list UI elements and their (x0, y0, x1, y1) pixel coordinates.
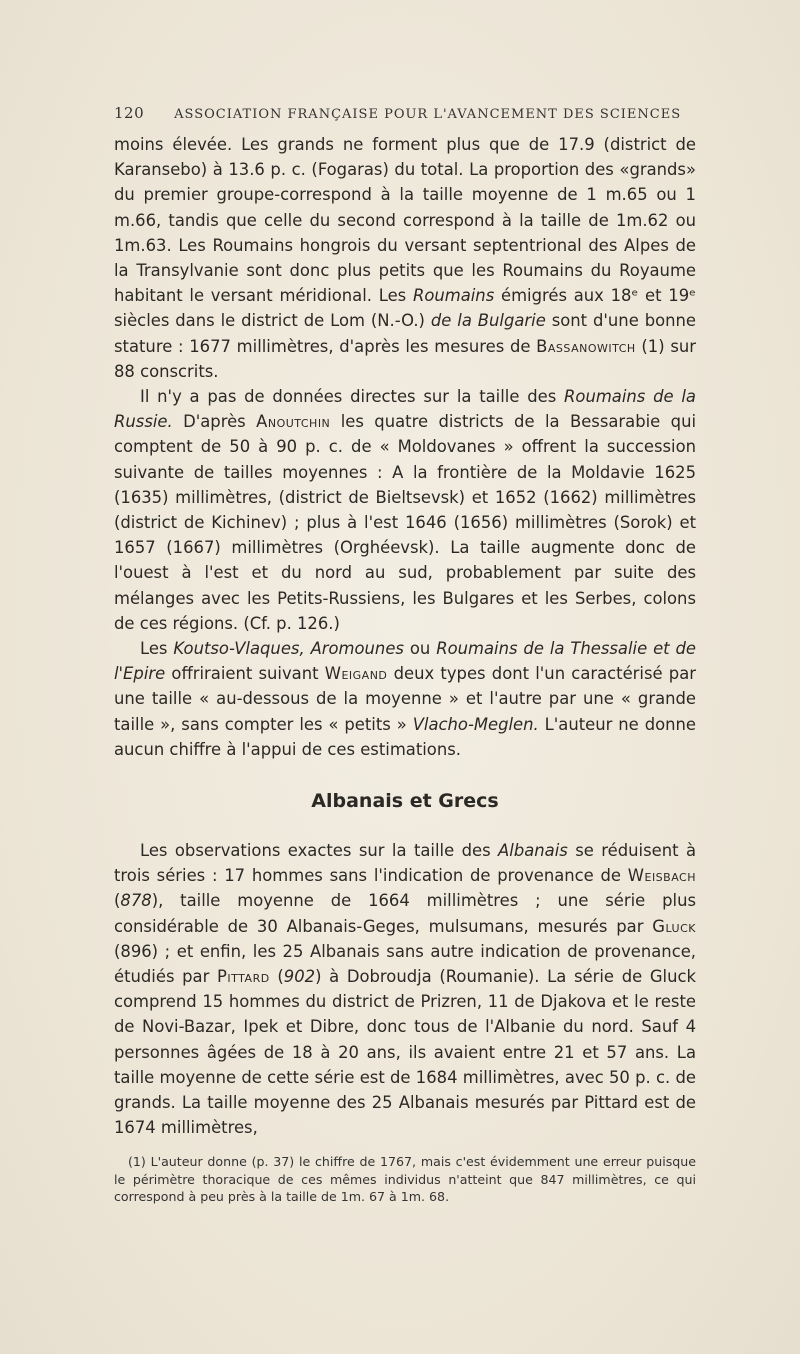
body-text-section-1 (114, 132, 696, 762)
author-name: Weigand (324, 664, 388, 684)
text-run: D'après (172, 412, 257, 432)
text-run: ( (269, 967, 284, 987)
footnote (114, 1153, 696, 1206)
author-name: Anoutchin (256, 412, 331, 432)
paragraph (114, 384, 696, 636)
text-run: les quatre districts de la Bessarabie qui comptent de 50 à 90 p. c. de « Moldovanes » offrent la succession suivante de tailles moyennes : A la frontière de la Moldavie 1625 (1635) millimètres, (district de Bieltsevsk) et 1652 (1662) millimètres (district de Kichinev) ; plus à l'est 1646 (1656) millimètres (Sorok) et 1657 (1667) millimètres (Orghéevsk). La taille augmente donc de l'ouest à l'est et du nord au sud, probablement par suite des mélanges avec les Petits-Russiens, les Bulgares et les Serbes, colons de ces régions. (Cf. p. 126.) (114, 412, 697, 633)
text-run: (1) sur 88 conscrits. (114, 336, 696, 381)
author-name: Gluck (652, 916, 696, 936)
running-title: ASSOCIATION FRANÇAISE POUR L'AVANCEMENT DES SCIENCES (174, 107, 682, 122)
text-run: ) à Dobroudja (Roumanie). La série de Gluck comprend 15 hommes du district de Prizren, 11 de Djakova et le reste de Novi-Bazar, Ipek et Dibre, donc tous de l'Albanie du nord. Sauf 4 personnes âgées de 18 à 20 ans, ils avaient entre 21 et 57 ans. La taille moyenne de cette série est de 1684 millimètres, avec 50 p. c. de grands. La taille moyenne des 25 Albanais mesurés par Pittard est de 1674 millimètres, (114, 967, 697, 1138)
text-run: moins élevée. Les grands ne forment plus que de 17.9 (district de Karansebo) à 13.6 p. c. (Fogaras) du total. La proportion des «grands» du premier groupe-correspond à la taille moyenne de 1 m.65 ou 1 m.66, tandis que celle du second correspond à la taille de 1m.62 ou 1m.63. Les Roumains hongrois du versant septentrional des Alpes de la Transylvanie sont donc plus petits que les Roumains du Royaume habitant le versant méridional. Les (114, 135, 696, 306)
author-name: Bassanowitch (536, 336, 636, 356)
italic-text: Roumains (412, 286, 495, 306)
text-run: deux types dont l'un caractérisé par une taille « au-dessous de la moyenne » et l'autre par une « grande taille », sans compter les « petits » (114, 664, 696, 734)
text-run: émigrés aux 18ᵉ et 19ᵉ siècles dans le district de Lom (N.-O.) (114, 286, 696, 331)
text-run: Les (140, 639, 174, 659)
section-heading: Albanais et Grecs (311, 790, 499, 812)
paragraph (114, 838, 696, 1140)
text-run: L'auteur ne donne aucun chiffre à l'appui de ces estimations. (114, 714, 696, 759)
text-run: ), taille moyenne de 1664 millimètres ; une série plus considérable de 30 Albanais-Geges, mulsumans, mesurés par (114, 891, 696, 936)
text-run: se réduisent à trois séries : 17 hommes sans l'indication de provenance de (114, 841, 696, 886)
footnote-text: (1) L'auteur donne (p. 37) le chiffre de 1767, mais c'est évidemment une erreur puisque le périmètre thoracique de ces mêmes individus n'atteint que 847 millimètres, ce qui correspond à peu près à la taille de 1m. 67 à 1m. 68. (114, 1154, 696, 1205)
text-run: Il n'y a pas de données directes sur la taille des (140, 387, 565, 407)
author-name: Weisbach (627, 866, 696, 886)
text-run: (896) ; et enfin, les 25 Albanais sans autre indication de provenance, étudiés par (114, 941, 696, 987)
italic-text: Koutso-Vlaques, Aromounes (173, 639, 404, 659)
paragraph (114, 636, 696, 762)
italic-text: Vlacho-Meglen. (412, 714, 539, 734)
body-text-section-2 (114, 838, 696, 1140)
page-number: 120 (114, 104, 145, 122)
italic-text: Roumains de la Russie. (114, 387, 696, 432)
italic-text: Roumains de la Thessalie et de l'Epire (114, 639, 696, 684)
text-run: ou (403, 639, 437, 659)
text-run: ( (114, 891, 121, 911)
italic-text: 902 (283, 967, 316, 987)
running-header (114, 104, 694, 122)
author-name: Pittard (217, 967, 270, 987)
italic-text: de la Bulgarie (430, 311, 546, 331)
text-run: Les observations exactes sur la taille des (140, 841, 499, 860)
text-run: sont d'une bonne stature : 1677 millimètres, d'après les mesures de (114, 311, 696, 356)
paragraph (114, 132, 696, 384)
italic-text: Albanais (498, 841, 568, 860)
text-run: offriraient suivant (165, 664, 325, 684)
italic-text: 878 (120, 891, 152, 911)
